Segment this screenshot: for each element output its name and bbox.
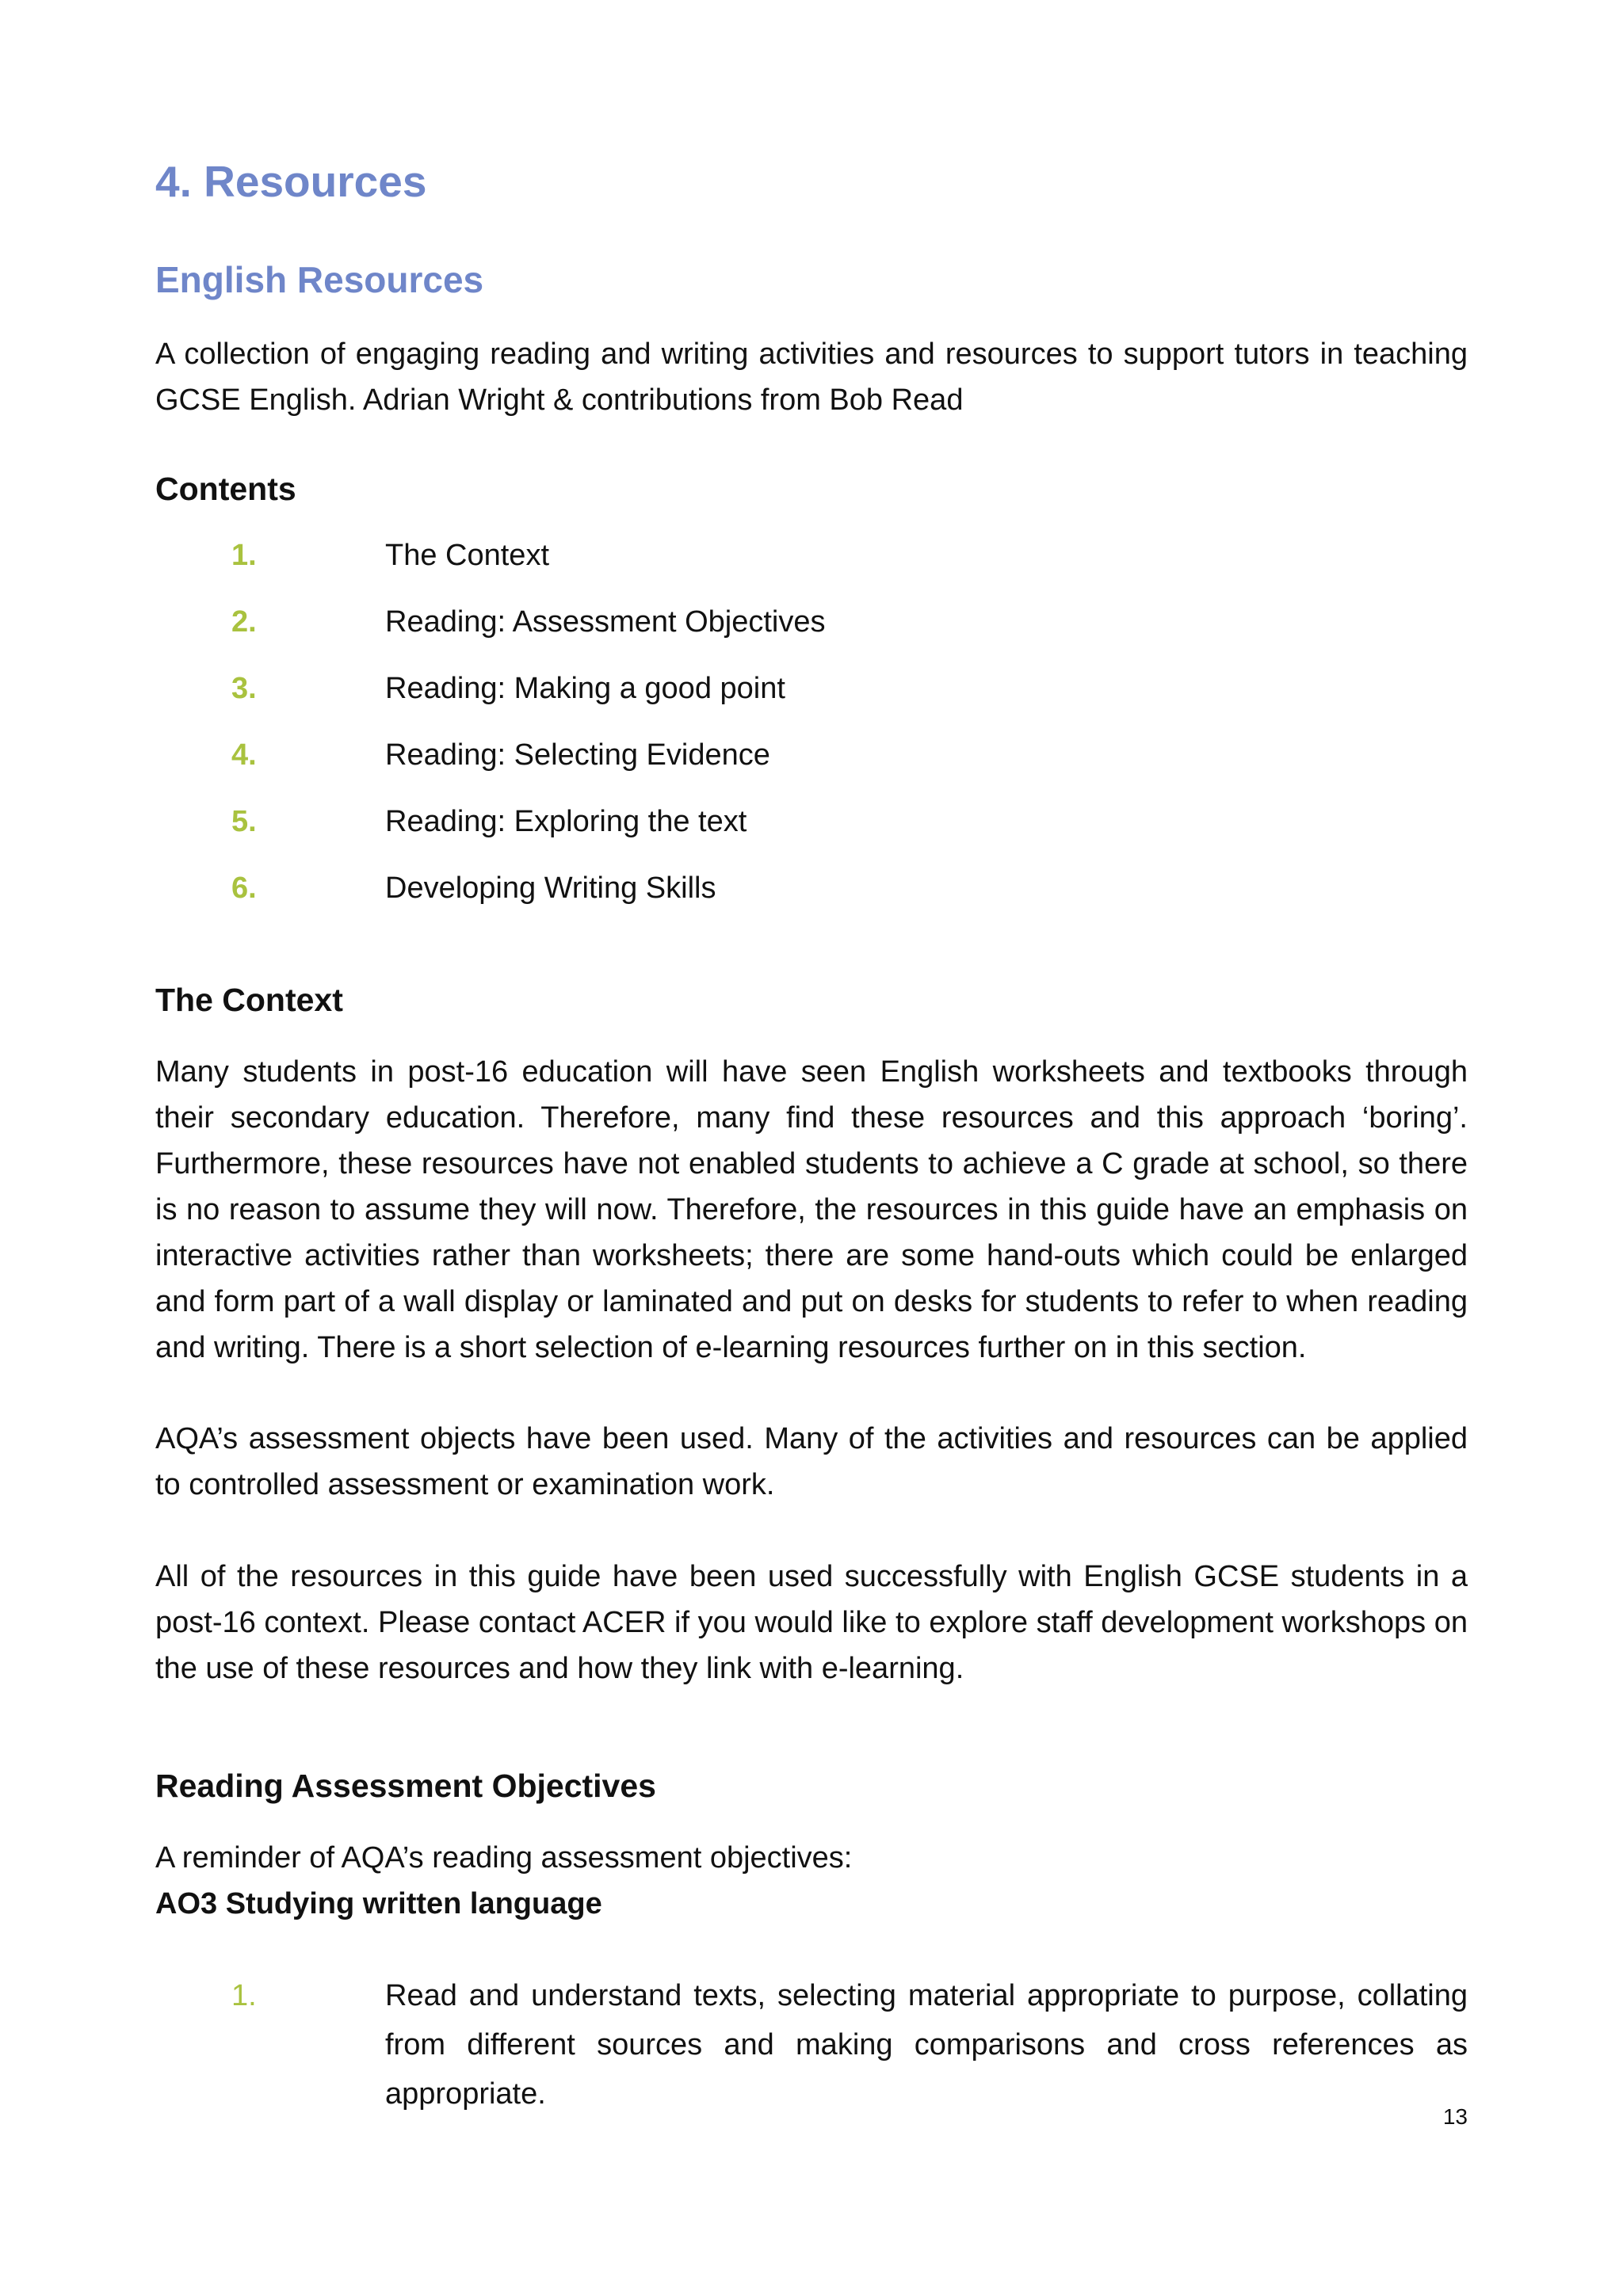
- contents-item: [231, 532, 826, 599]
- contents-item: [231, 666, 826, 732]
- contents-item-number: 4.: [231, 738, 257, 772]
- contents-item: [231, 865, 826, 932]
- contents-item-number: 6.: [231, 871, 257, 905]
- subsection-title: English Resources: [155, 259, 484, 300]
- contents-item-number: 3.: [231, 672, 257, 705]
- reading-objectives-heading: Reading Assessment Objectives: [155, 1768, 656, 1804]
- contents-item-label: Reading: Assessment Objectives: [385, 605, 826, 639]
- context-heading: The Context: [155, 982, 343, 1018]
- contents-item-number: 1.: [231, 539, 257, 572]
- contents-item-number: 5.: [231, 805, 257, 838]
- contents-item-label: Reading: Exploring the text: [385, 805, 747, 838]
- contents-item: [231, 799, 826, 865]
- contents-item: [231, 732, 826, 799]
- ao3-title: AO3 Studying written language: [155, 1887, 602, 1920]
- contents-item-label: Reading: Making a good point: [385, 672, 785, 705]
- contents-list: [231, 532, 826, 932]
- section-title: 4. Resources: [155, 157, 427, 206]
- contents-item-label: Reading: Selecting Evidence: [385, 738, 770, 772]
- contents-item: [231, 599, 826, 666]
- context-paragraph-3: All of the resources in this guide have been used successfully with English GCSE students in a post-16 context. Please contact ACER if you would like to explore staff development workshops on the use of these resources and how they link with e-learning.: [155, 1560, 1468, 1685]
- ao3-list-item: [231, 1971, 1468, 2119]
- contents-item-label: The Context: [385, 539, 549, 572]
- contents-item-number: 2.: [231, 605, 257, 639]
- intro-paragraph: A collection of engaging reading and writing activities and resources to support tutors in teaching GCSE English. Adrian Wright & contributions from Bob Read: [155, 338, 1468, 417]
- reading-objectives-intro: A reminder of AQA’s reading assessment objectives:: [155, 1841, 853, 1875]
- contents-item-label: Developing Writing Skills: [385, 871, 716, 905]
- ao3-item-text: Read and understand texts, selecting material appropriate to purpose, collating from different sources and making comparisons and cross references as appropriate.: [385, 1979, 1468, 2111]
- page-number: 13: [1442, 2104, 1468, 2129]
- context-paragraph-2: AQA’s assessment objects have been used. Many of the activities and resources can be applied to controlled assessment or examination work.: [155, 1422, 1468, 1501]
- ao3-item-number: 1.: [231, 1979, 257, 2012]
- context-paragraph-1: Many students in post-16 education will have seen English worksheets and textbooks through their secondary education. Therefore, many find these resources and this approach ‘boring’. Furthermore, these resources have not enabled students to achieve a C grade at school, so there is no reason to assume they will now. Therefore, the resources in this guide have an emphasis on interactive activities rather than worksheets; there are some hand-outs which could be enlarged and form part of a wall display or laminated and put on desks for students to refer to when reading and writing. There is a short selection of e-learning resources further on in this section.: [155, 1055, 1468, 1364]
- contents-heading: Contents: [155, 471, 296, 507]
